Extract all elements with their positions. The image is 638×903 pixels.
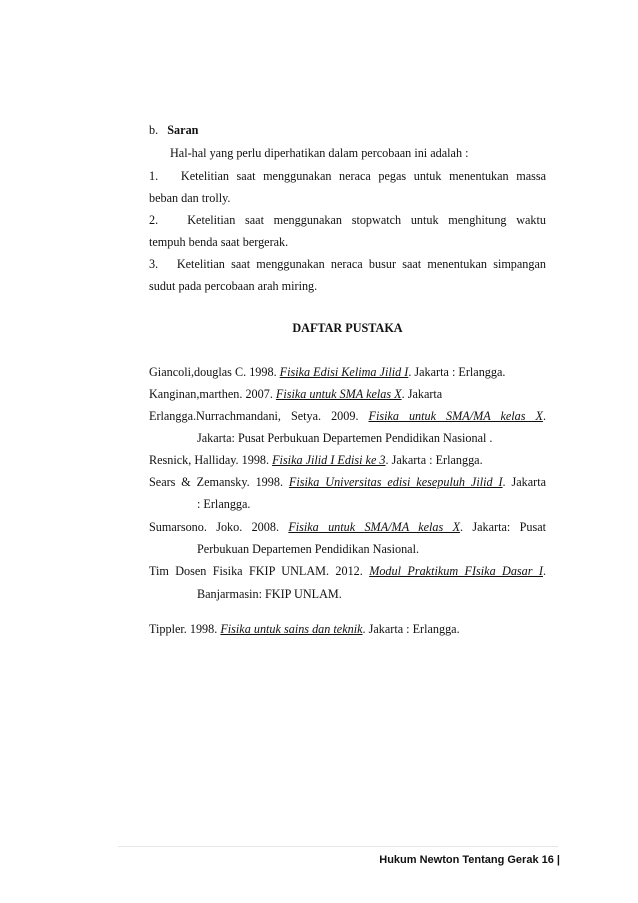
reference-3-title: Fisika untuk SMA/MA kelas X <box>368 409 543 423</box>
reference-7-cont: Banjarmasin: FKIP UNLAM. <box>197 587 342 601</box>
saran-item-2-line2: tempuh benda saat bergerak. <box>149 235 289 249</box>
reference-5: Sears & Zemansky. 1998. Fisika Universitas edisi kesepuluh Jilid I. Jakarta <box>149 475 547 489</box>
reference-6: Sumarsono. Joko. 2008. Fisika untuk SMA/MA kelas X. Jakarta: Pusat <box>149 520 546 534</box>
saran-item-3-line1: 3. Ketelitian saat menggunakan neraca busur saat menentukan simpangan <box>149 257 547 271</box>
reference-2: Kanginan,marthen. 2007. Fisika untuk SMA kelas X. Jakarta <box>149 387 443 401</box>
reference-8-title: Fisika untuk sains dan teknik <box>220 622 363 636</box>
saran-item-3-line2: sudut pada percobaan arah miring. <box>149 279 318 293</box>
reference-2-title: Fisika untuk SMA kelas X <box>275 387 402 401</box>
reference-4-title: Fisika Jilid I Edisi ke 3 <box>272 453 386 467</box>
reference-4: Resnick, Halliday. 1998. Fisika Jilid I Edisi ke 3. Jakarta : Erlangga. <box>149 453 483 467</box>
reference-7: Tim Dosen Fisika FKIP UNLAM. 2012. Modul Praktikum FIsika Dasar I. <box>149 564 546 578</box>
saran-heading: Saran <box>167 123 199 137</box>
saran-item-1-line2: beban dan trolly. <box>149 191 231 205</box>
saran-item-2-line1: 2. Ketelitian saat menggunakan stopwatch untuk menghitung waktu <box>149 213 546 227</box>
saran-item-1-line1: 1. Ketelitian saat menggunakan neraca pegas untuk menentukan massa <box>149 169 547 183</box>
saran-heading-line <box>149 123 198 138</box>
page-footer: Hukum Newton Tentang Gerak 16 | <box>379 854 560 866</box>
reference-5-title: Fisika Universitas edisi kesepuluh Jilid I <box>288 475 503 489</box>
reference-7-title: Modul Praktikum FIsika Dasar I <box>369 564 543 578</box>
footer-divider <box>118 846 558 847</box>
reference-1-title: Fisika Edisi Kelima Jilid I <box>279 365 409 379</box>
reference-5-cont: : Erlangga. <box>197 497 251 511</box>
saran-label: b. <box>149 123 159 137</box>
reference-1: Giancoli,douglas C. 1998. Fisika Edisi Kelima Jilid I. Jakarta : Erlangga. <box>149 365 506 379</box>
reference-3-cont: Jakarta: Pusat Perbukuan Departemen Pendidikan Nasional . <box>197 431 493 445</box>
bibliography-heading: DAFTAR PUSTAKA <box>292 321 403 335</box>
reference-8: Tippler. 1998. Fisika untuk sains dan teknik. Jakarta : Erlangga. <box>149 622 460 636</box>
reference-3: Erlangga.Nurrachmandani, Setya. 2009. Fisika untuk SMA/MA kelas X. <box>149 409 546 423</box>
reference-6-title: Fisika untuk SMA/MA kelas X <box>288 520 461 534</box>
reference-6-cont: Perbukuan Departemen Pendidikan Nasional. <box>197 542 420 556</box>
saran-intro: Hal-hal yang perlu diperhatikan dalam percobaan ini adalah : <box>170 146 469 160</box>
